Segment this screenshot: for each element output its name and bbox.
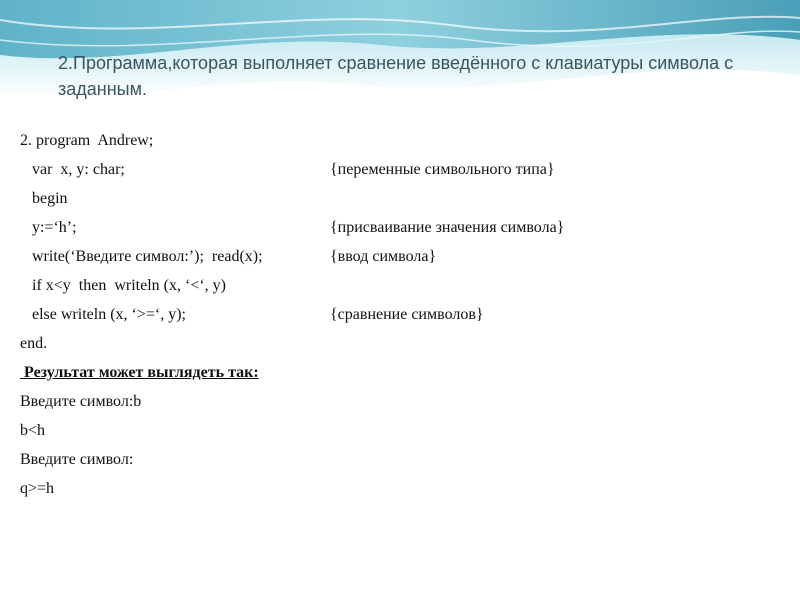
output-line: Введите символ:: [20, 451, 134, 468]
code-line: [20, 130, 153, 152]
code-text: begin: [20, 190, 68, 207]
code-comment: {сравнение символов}: [330, 306, 484, 323]
code-text: if x<y then writeln (x, ‘<‘, y): [20, 277, 226, 294]
code-line: [20, 217, 565, 239]
output-line: q>=h: [20, 480, 55, 497]
output-line: b<h: [20, 422, 46, 439]
code-comment: {присваивание значения символа}: [330, 219, 565, 236]
code-text: write(‘Введите символ:’); read(x);: [20, 248, 263, 265]
code-text: else writeln (x, ‘>=‘, y);: [20, 306, 186, 323]
result-heading: Результат может выглядеть так:: [20, 364, 259, 381]
code-text: var x, y: char;: [20, 161, 125, 178]
code-comment: {ввод символа}: [330, 248, 437, 265]
code-line: [20, 246, 437, 268]
code-text: 2. program Andrew;: [20, 132, 154, 149]
slide-title: 2.Программа,которая выполняет сравнение введённого с клавиатуры символа с заданным.: [58, 53, 734, 99]
code-line: [20, 275, 226, 297]
code-line: [20, 304, 484, 326]
code-line: [20, 333, 47, 355]
code-line: [20, 188, 68, 210]
code-text: y:=‘h’;: [20, 219, 77, 236]
code-text: end.: [20, 335, 48, 352]
output-line: Введите символ:b: [20, 393, 142, 410]
code-comment: {переменные символьного типа}: [330, 161, 555, 178]
code-line: [20, 159, 555, 181]
